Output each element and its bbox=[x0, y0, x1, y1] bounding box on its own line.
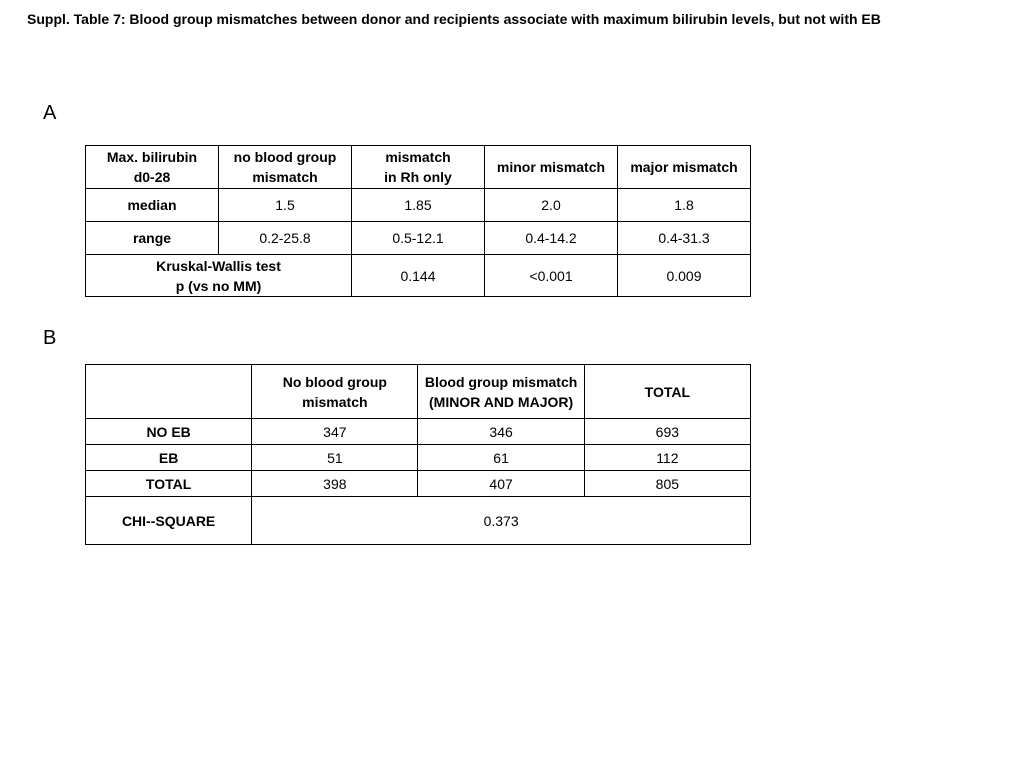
header-no-blood-group-mismatch bbox=[219, 146, 352, 189]
table-header-row bbox=[86, 365, 751, 419]
row-label: range bbox=[86, 222, 219, 255]
table-row-kruskal-wallis bbox=[86, 255, 751, 297]
header-text: (MINOR AND MAJOR) bbox=[429, 393, 574, 410]
table-cell: 0.373 bbox=[252, 497, 751, 545]
table-cell: 2.0 bbox=[485, 189, 618, 222]
header-text: in Rh only bbox=[384, 169, 452, 185]
table-cell: 0.009 bbox=[618, 255, 751, 297]
table-cell: 398 bbox=[252, 471, 418, 497]
section-a-label: A bbox=[43, 102, 57, 124]
header-empty bbox=[86, 365, 252, 419]
table-cell: 0.4-31.3 bbox=[618, 222, 751, 255]
header-total: TOTAL bbox=[584, 365, 750, 419]
table-cell: 61 bbox=[418, 445, 584, 471]
header-minor-mismatch: minor mismatch bbox=[485, 146, 618, 189]
row-label: EB bbox=[86, 445, 252, 471]
table-cell: 0.144 bbox=[352, 255, 485, 297]
table-row-median bbox=[86, 189, 751, 222]
row-label bbox=[86, 255, 352, 297]
header-text: Blood group mismatch bbox=[424, 373, 578, 390]
header-major-mismatch: major mismatch bbox=[618, 146, 751, 189]
header-text: mismatch bbox=[252, 169, 318, 185]
table-cell: 51 bbox=[252, 445, 418, 471]
page-title: Suppl. Table 7: Blood group mismatches between donor and recipients associate with maximum bilirubin levels, but not with EB bbox=[27, 11, 881, 27]
row-label: median bbox=[86, 189, 219, 222]
table-row-chi-square bbox=[86, 497, 751, 545]
table-cell: 1.85 bbox=[352, 189, 485, 222]
table-cell: 805 bbox=[584, 471, 750, 497]
header-text: Max. bilirubin bbox=[106, 149, 198, 165]
table-cell: 1.5 bbox=[219, 189, 352, 222]
header-max-bilirubin bbox=[86, 146, 219, 189]
table-row-range bbox=[86, 222, 751, 255]
table-cell: 346 bbox=[418, 419, 584, 445]
bilirubin-table bbox=[85, 145, 751, 297]
row-label: TOTAL bbox=[86, 471, 252, 497]
eb-table bbox=[85, 364, 751, 545]
table-cell: <0.001 bbox=[485, 255, 618, 297]
row-label-text: p (vs no MM) bbox=[175, 277, 262, 294]
header-text: No blood group bbox=[282, 373, 387, 390]
table-cell: 693 bbox=[584, 419, 750, 445]
table-cell: 112 bbox=[584, 445, 750, 471]
row-label: CHI--SQUARE bbox=[86, 497, 252, 545]
header-blood-group-mismatch bbox=[418, 365, 584, 419]
table-header-row bbox=[86, 146, 751, 189]
table-cell: 407 bbox=[418, 471, 584, 497]
section-b-label: B bbox=[43, 327, 57, 349]
header-text: mismatch bbox=[302, 393, 368, 410]
table-cell: 0.2-25.8 bbox=[219, 222, 352, 255]
table-row-no-eb bbox=[86, 419, 751, 445]
row-label-text: Kruskal-Wallis test bbox=[156, 257, 281, 274]
header-text: mismatch bbox=[385, 149, 451, 165]
table-cell: 347 bbox=[252, 419, 418, 445]
table-row-eb bbox=[86, 445, 751, 471]
header-text: d0-28 bbox=[133, 169, 171, 185]
table-cell: 0.4-14.2 bbox=[485, 222, 618, 255]
table-row-total bbox=[86, 471, 751, 497]
row-label: NO EB bbox=[86, 419, 252, 445]
table-cell: 0.5-12.1 bbox=[352, 222, 485, 255]
header-mismatch-rh-only bbox=[352, 146, 485, 189]
header-text: no blood group bbox=[233, 149, 337, 165]
header-no-blood-group-mismatch bbox=[252, 365, 418, 419]
table-cell: 1.8 bbox=[618, 189, 751, 222]
